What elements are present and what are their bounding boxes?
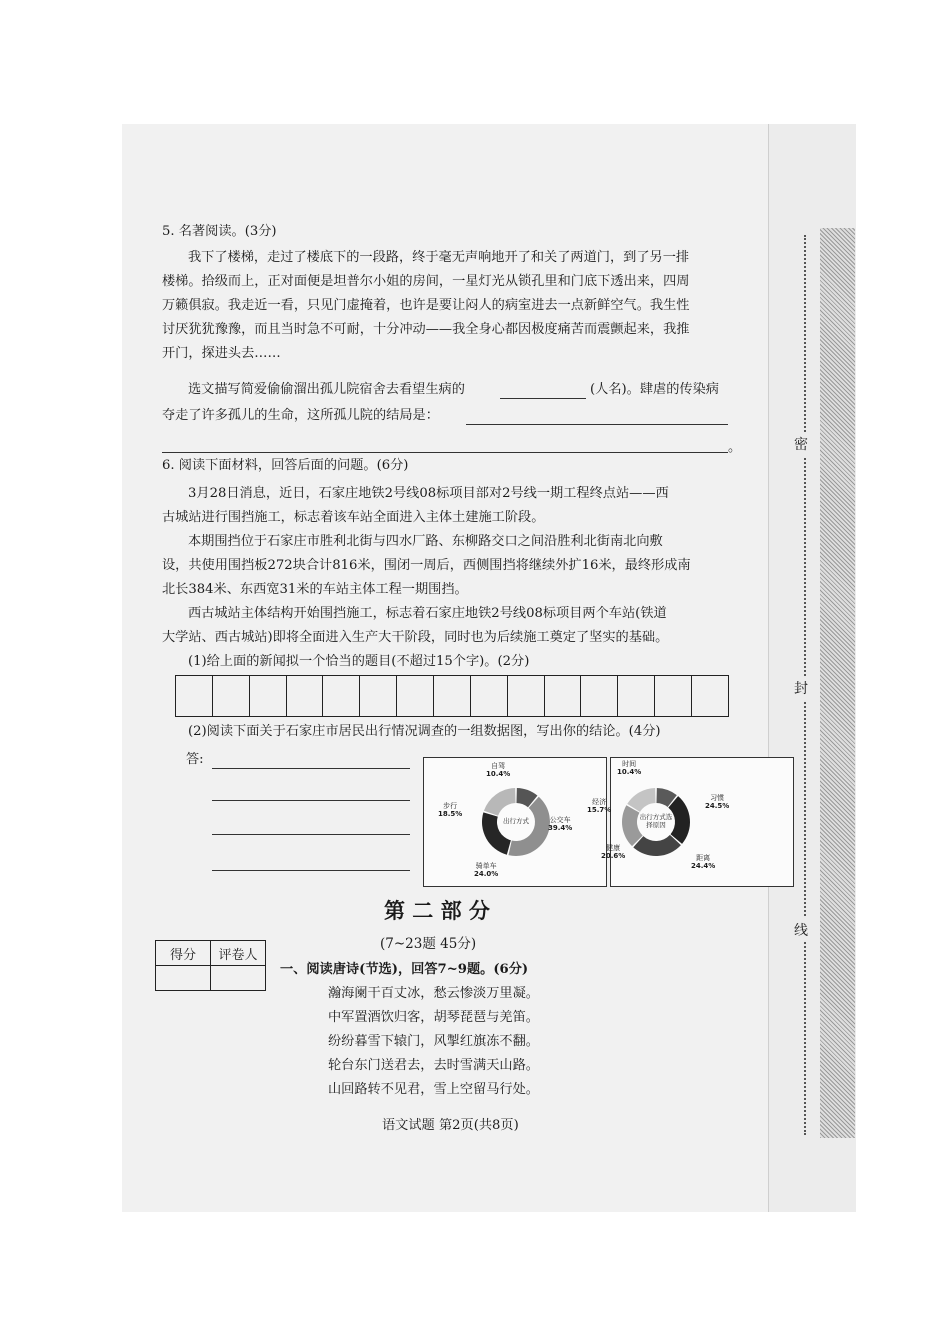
answer-line[interactable] — [212, 768, 410, 769]
q6-passage-line: 本期围挡位于石家庄市胜利北街与四水厂路、东柳路交口之间沿胜利北街南北向敷 — [188, 534, 663, 549]
donut-slice — [484, 788, 516, 816]
score-table — [155, 940, 266, 991]
poem-line: 山回路转不见君，雪上空留马行处。 — [328, 1082, 539, 1097]
poem-line: 纷纷暮雪下辕门，风掣红旗冻不翻。 — [328, 1034, 539, 1049]
answer-line[interactable] — [212, 800, 410, 801]
page-footer: 语文试题 第2页(共8页) — [382, 1118, 519, 1133]
part-subtitle: (7~23题 45分) — [380, 936, 477, 952]
data-label: 公交车 39.4% — [548, 816, 573, 832]
poem-line: 瀚海阑干百丈冰，愁云惨淡万里凝。 — [328, 986, 539, 1001]
q5-heading: 5. 名著阅读。(3分) — [162, 224, 277, 239]
answer-blank[interactable] — [500, 398, 586, 399]
section-heading: 一、阅读唐诗(节选)，回答7~9题。(6分) — [280, 962, 529, 977]
binding-char-mi: 密 — [794, 432, 808, 456]
grader-label: 评卷人 — [211, 941, 266, 966]
data-label: 健康 20.6% — [601, 844, 626, 860]
q5-question: 夺走了许多孤儿的生命，这所孤儿院的结局是： — [162, 408, 439, 423]
grader-cell[interactable] — [211, 966, 266, 991]
chart-title: 出行方式 — [503, 817, 529, 825]
q5-period: 。 — [728, 440, 742, 455]
q6-sub-question: (1)给上面的新闻拟一个恰当的题目(不超过15个字)。(2分) — [188, 654, 530, 669]
data-label: 习惯 24.5% — [705, 794, 730, 810]
binding-char-xian: 线 — [794, 918, 808, 942]
title-answer-grid[interactable] — [175, 675, 729, 717]
q5-passage-line: 万籁俱寂。我走近一看，只见门虚掩着，也许是要让闷人的病室进去一点新鲜空气。我生性 — [162, 298, 690, 313]
chart-travel-mode — [423, 757, 607, 887]
data-label: 骑单车 24.0% — [474, 862, 499, 878]
q5-passage-line: 楼梯。拾级而上，正对面便是坦普尔小姐的房间，一星灯光从锁孔里和门底下透出来，四周 — [162, 274, 690, 289]
binding-char-feng: 封 — [794, 676, 808, 700]
answer-line[interactable] — [212, 870, 410, 871]
q5-question: 选文描写简爱偷偷溜出孤儿院宿舍去看望生病的 — [188, 382, 465, 397]
donut-slice — [633, 835, 681, 856]
part-title: 第 二 部 分 — [384, 898, 490, 923]
q6-passage-line: 设，共使用围挡板272块合计816米，围闭一周后，西侧围挡将继续外扩16米，最终形成南 — [162, 558, 691, 573]
chart-title: 出行方式选择原因 — [639, 813, 673, 829]
answer-line[interactable] — [212, 834, 410, 835]
data-label: 时间 10.4% — [617, 760, 642, 776]
data-label: 步行 18.5% — [438, 802, 463, 818]
q6-passage-line: 北长384米、东西宽31米的车站主体工程一期围挡。 — [162, 582, 468, 597]
data-label: 距离 24.4% — [691, 854, 716, 870]
binding-hatch-strip — [820, 228, 855, 1138]
q6-passage-line: 大学站、西古城站)即将全面进入生产大干阶段，同时也为后续施工奠定了坚实的基础。 — [162, 630, 669, 645]
score-cell[interactable] — [156, 966, 211, 991]
poem-line: 中军置酒饮归客，胡琴琵琶与羌笛。 — [328, 1010, 539, 1025]
answer-blank[interactable] — [162, 452, 728, 453]
q6-passage-line: 古城站进行围挡施工，标志着该车站全面进入主体土建施工阶段。 — [162, 510, 545, 525]
q5-passage-line: 开门，探进头去…… — [162, 346, 281, 361]
q6-heading: 6. 阅读下面材料，回答后面的问题。(6分) — [162, 458, 409, 473]
q5-question: (人名)。肆虐的传染病 — [590, 382, 719, 397]
data-label: 经济 15.7% — [587, 798, 612, 814]
q5-passage-line: 我下了楼梯，走过了楼底下的一段路，终于毫无声响地开了和关了两道门，到了另一排 — [188, 250, 690, 265]
q5-passage-line: 讨厌犹犹豫豫，而且当时急不可耐，十分冲动——我全身心都因极度痛苦而震颤起来，我推 — [162, 322, 690, 337]
poem-line: 轮台东门送君去，去时雪满天山路。 — [328, 1058, 539, 1073]
answer-blank[interactable] — [466, 424, 728, 425]
q6-sub-question: (2)阅读下面关于石家庄市居民出行情况调查的一组数据图，写出你的结论。(4分) — [188, 724, 661, 739]
score-label: 得分 — [156, 941, 211, 966]
chart-travel-reason — [587, 757, 794, 887]
data-label: 自驾 10.4% — [486, 762, 511, 778]
q6-passage-line: 西古城站主体结构开始围挡施工，标志着石家庄地铁2号线08标项目两个车站(铁道 — [188, 606, 667, 621]
answer-label: 答: — [186, 752, 204, 767]
q6-passage-line: 3月28日消息，近日，石家庄地铁2号线08标项目部对2号线一期工程终点站——西 — [188, 486, 669, 501]
